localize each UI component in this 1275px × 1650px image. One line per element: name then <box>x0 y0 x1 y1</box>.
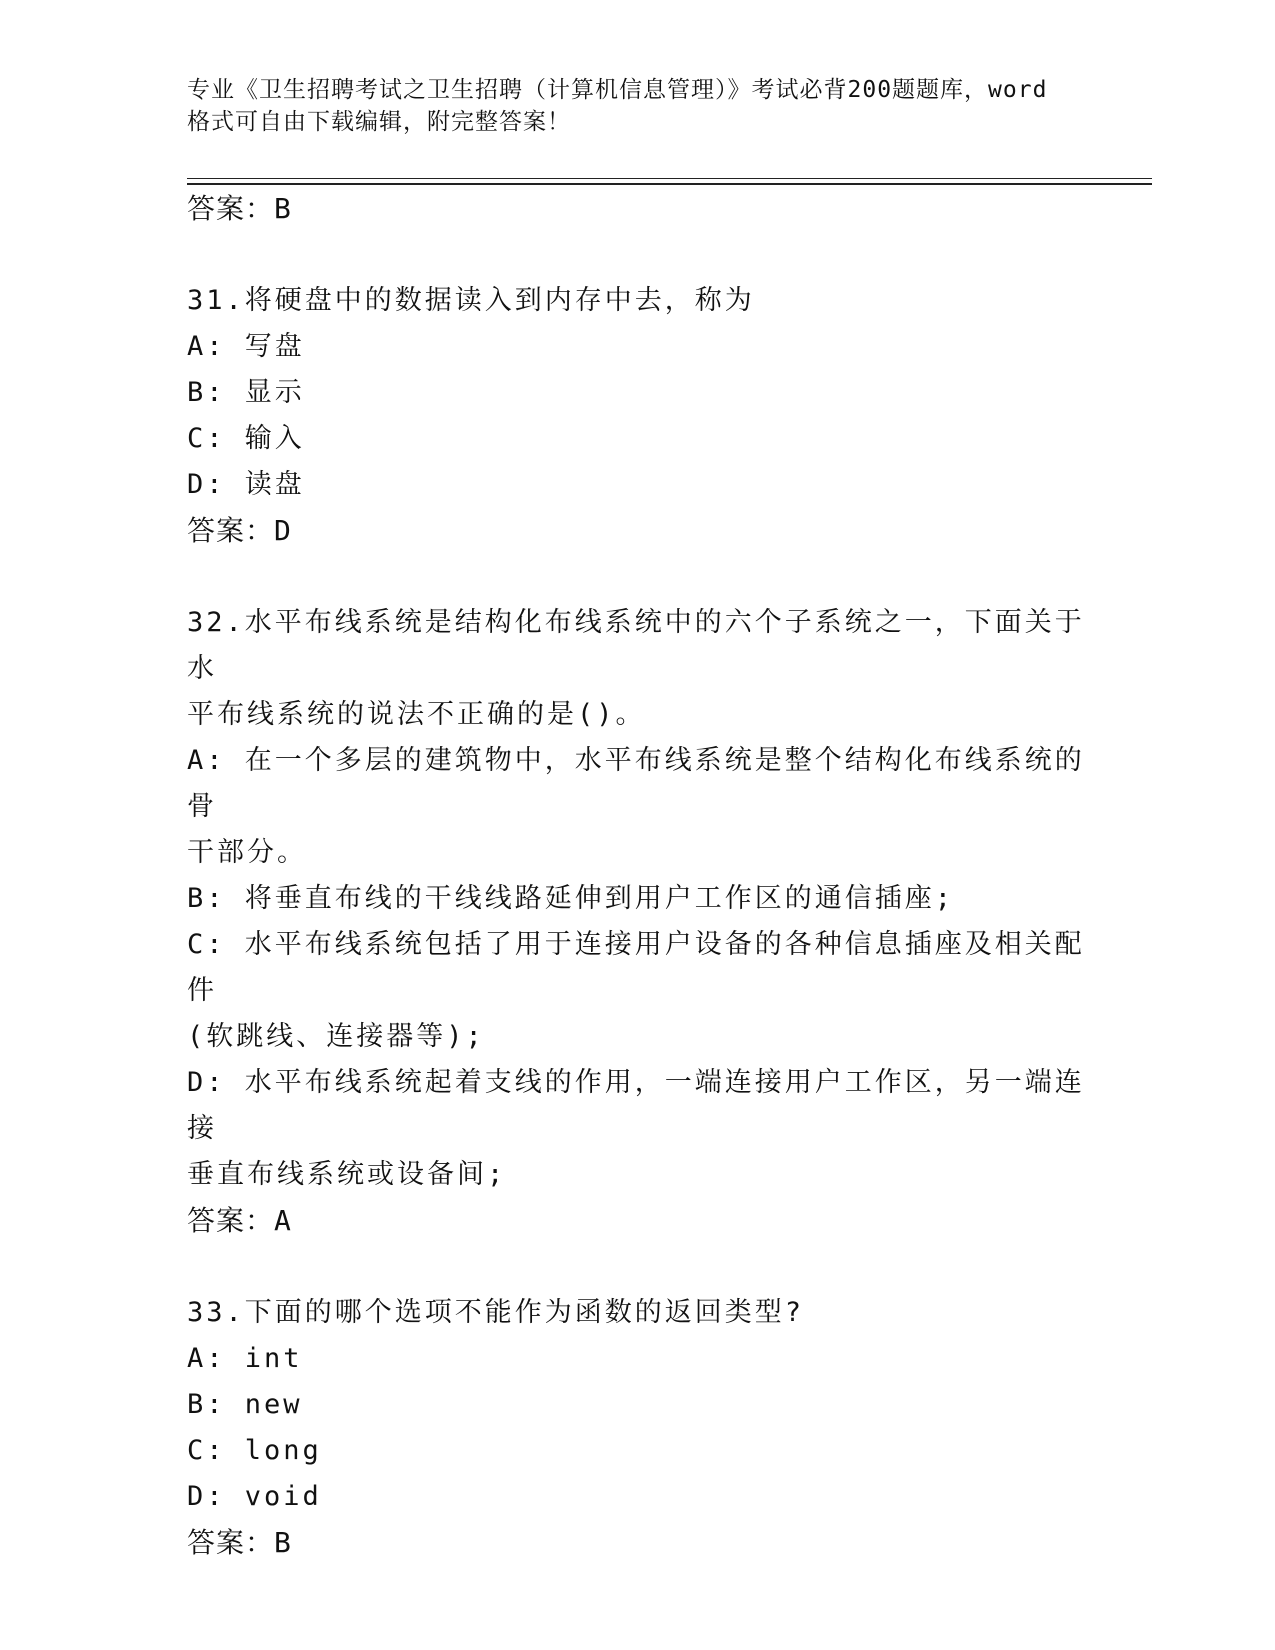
question-31 <box>187 278 1087 508</box>
option-b: B: 将垂直布线的干线线路延伸到用户工作区的通信插座; <box>187 883 955 914</box>
option-d: D: void <box>187 1481 322 1512</box>
header-divider-thin <box>187 178 1152 179</box>
question-stem-line-1: 32.水平布线系统是结构化布线系统中的六个子系统之一，下面关于水 <box>187 607 1085 684</box>
option-c: C: 输入 <box>187 423 305 454</box>
option-b: B: new <box>187 1389 303 1420</box>
option-a-line-2: 干部分。 <box>187 837 307 868</box>
option-a: A: int <box>187 1343 303 1374</box>
option-c-line-2: (软跳线、连接器等); <box>187 1021 485 1052</box>
option-a-line-1: A: 在一个多层的建筑物中，水平布线系统是整个结构化布线系统的骨 <box>187 745 1085 822</box>
option-c: C: long <box>187 1435 322 1466</box>
question-stem-line-2: 平布线系统的说法不正确的是()。 <box>187 699 646 730</box>
option-d-line-2: 垂直布线系统或设备间; <box>187 1159 507 1190</box>
option-d-line-1: D: 水平布线系统起着支线的作用，一端连接用户工作区，另一端连接 <box>187 1067 1085 1144</box>
option-d: D: 读盘 <box>187 469 305 500</box>
answer-31: 答案：D <box>187 514 292 547</box>
question-stem: 31.将硬盘中的数据读入到内存中去，称为 <box>187 285 755 316</box>
header-divider-thick <box>187 183 1152 185</box>
question-stem: 33.下面的哪个选项不能作为函数的返回类型? <box>187 1297 805 1328</box>
previous-answer: 答案：B <box>187 192 292 225</box>
question-33 <box>187 1290 1087 1520</box>
question-list <box>187 186 1087 1566</box>
option-b: B: 显示 <box>187 377 305 408</box>
answer-33: 答案：B <box>187 1526 292 1559</box>
option-c-line-1: C: 水平布线系统包括了用于连接用户设备的各种信息插座及相关配件 <box>187 929 1085 1006</box>
document-header <box>187 74 1087 138</box>
answer-32: 答案：A <box>187 1204 292 1237</box>
question-32 <box>187 600 1087 1198</box>
header-title-line-2: 格式可自由下载编辑，附完整答案！ <box>187 109 571 135</box>
option-a: A: 写盘 <box>187 331 305 362</box>
header-title-line-1: 专业《卫生招聘考试之卫生招聘（计算机信息管理）》考试必背200题题库，word <box>187 77 1048 103</box>
